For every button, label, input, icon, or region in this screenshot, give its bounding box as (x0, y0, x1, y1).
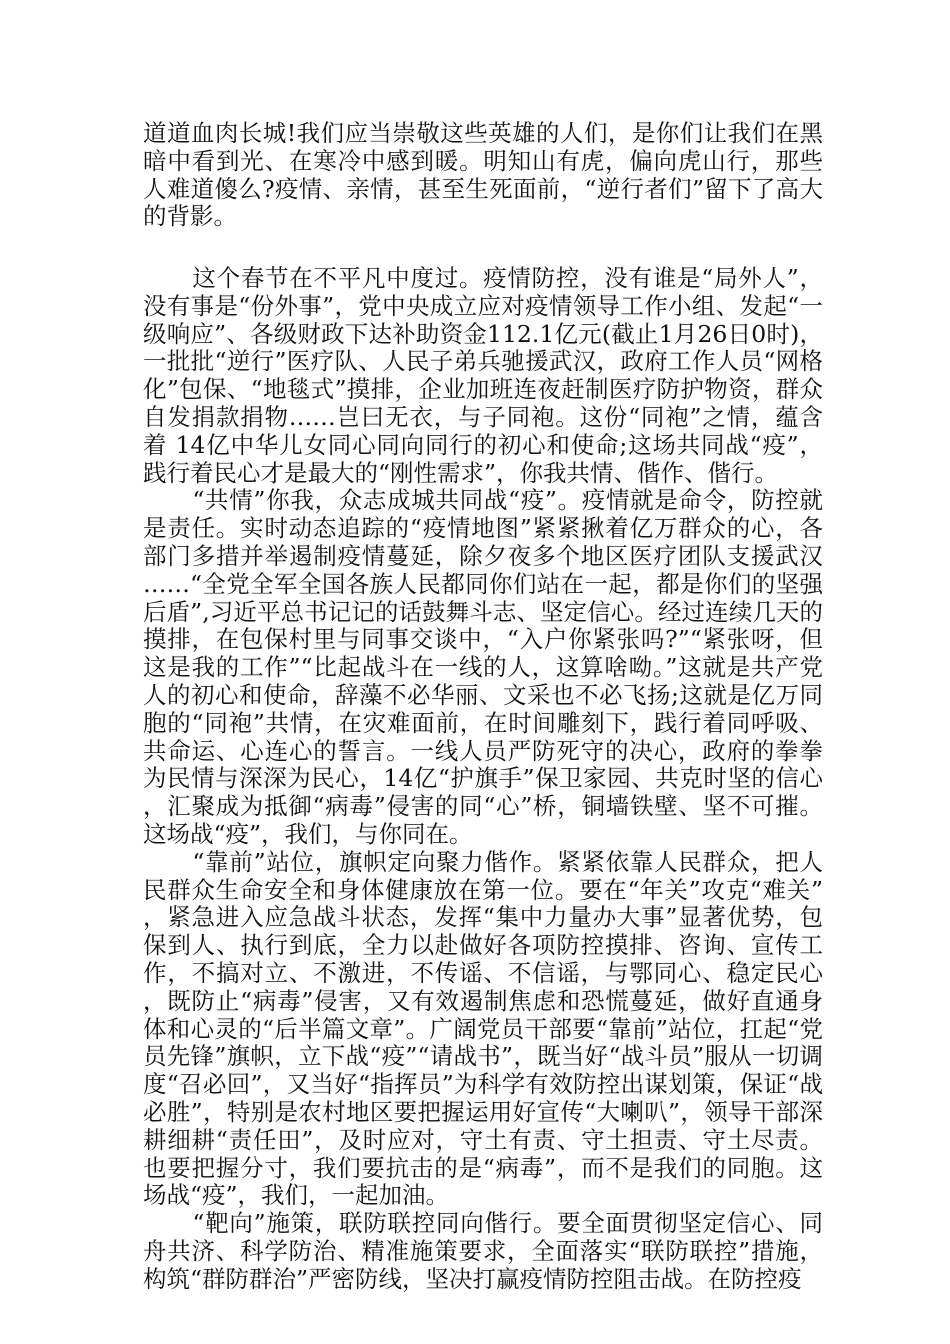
body-paragraph-2: “共情”你我，众志成城共同战“疫”。疫情就是命令，防控就是责任。实时动态追踪的“疫情地图”紧紧揪着亿万群众的心，各部门多措并举遏制疫情蔓延，除夕夜多个地区医疗团队支援武汉……“全党全军全国各族人民都同你们站在一起，都是你们的坚强后盾”,习近平总书记记的话鼓舞斗志、坚定信心。经过连续几天的摸排，在包保村里与同事交谈中，“入户你紧张吗?”“紧张呀，但这是我的工作”“比起战斗在一线的人，这算啥呦。”这就是共产党人的初心和使命，辞藻不必华丽、文采也不必飞扬;这就是亿万同胞的“同袍”共情，在灾难面前，在时间雕刻下，践行着同呼吸、共命运、心连心的誓言。一线人员严防死守的决心，政府的拳拳为民情与深深为民心，14亿“护旗手”保卫家园、共克时坚的信心，汇聚成为抵御“病毒”侵害的同“心”桥，铜墙铁壁、坚不可摧。这场战“疫”，我们，与你同在。 (143, 486, 823, 848)
body-paragraph-4: “靶向”施策，联防联控同向偕行。要全面贯彻坚定信心、同舟共济、科学防治、精准施策要求，全面落实“联防联控”措施，构筑“群防群治”严密防线，坚决打赢疫情防控阻击战。在防控疫 (143, 1209, 823, 1293)
body-section (143, 265, 823, 1293)
body-paragraph-3: “靠前”站位，旗帜定向聚力偕作。紧紧依靠人民群众，把人民群众生命安全和身体健康放在第一位。要在“年关”攻克“难关”，紧急进入应急战斗状态，发挥“集中力量办大事”显著优势，包保到人、执行到底，全力以赴做好各项防控摸排、咨询、宣传工作，不搞对立、不激进，不传谣、不信谣，与鄂同心、稳定民心，既防止“病毒”侵害，又有效遏制焦虑和恐慌蔓延，做好直通身体和心灵的“后半篇文章”。广阔党员干部要“靠前”站位，扛起“党员先锋”旗帜，立下战“疫”“请战书”，既当好“战斗员”服从一切调度“召必回”，又当好“指挥员”为科学有效防控出谋划策，保证“战必胜”，特别是农村地区要把握运用好宣传“大喇叭”，领导干部深耕细耕“责任田”，及时应对，守土有责、守土担责、守土尽责。也要把握分寸，我们要抗击的是“病毒”，而不是我们的同胞。这场战“疫”，我们，一起加油。 (143, 847, 823, 1210)
body-paragraph-1: 这个春节在不平凡中度过。疫情防控，没有谁是“局外人”，没有事是“份外事”，党中央成立应对疫情领导工作小组、发起“一级响应”、各级财政下达补助资金112.1亿元(截止1月26日0时)，一批批“逆行”医疗队、人民子弟兵驰援武汉，政府工作人员“网格化”包保、“地毯式”摸排，企业加班连夜赶制医疗防护物资，群众自发捐款捐物……岂曰无衣，与子同袍。这份“同袍”之情，蕴含着 14亿中华儿女同心同向同行的初心和使命;这场共同战“疫”，践行着民心才是最大的“刚性需求”，你我共情、偕作、偕行。 (143, 264, 823, 487)
intro-paragraph: 道道血肉长城!我们应当崇敬这些英雄的人们，是你们让我们在黑暗中看到光、在寒冷中感到暖。明知山有虎，偏向虎山行，那些人难道傻么?疫情、亲情，甚至生死面前，“逆行者们”留下了高大的背影。 (143, 119, 823, 231)
intro-section (143, 120, 823, 231)
